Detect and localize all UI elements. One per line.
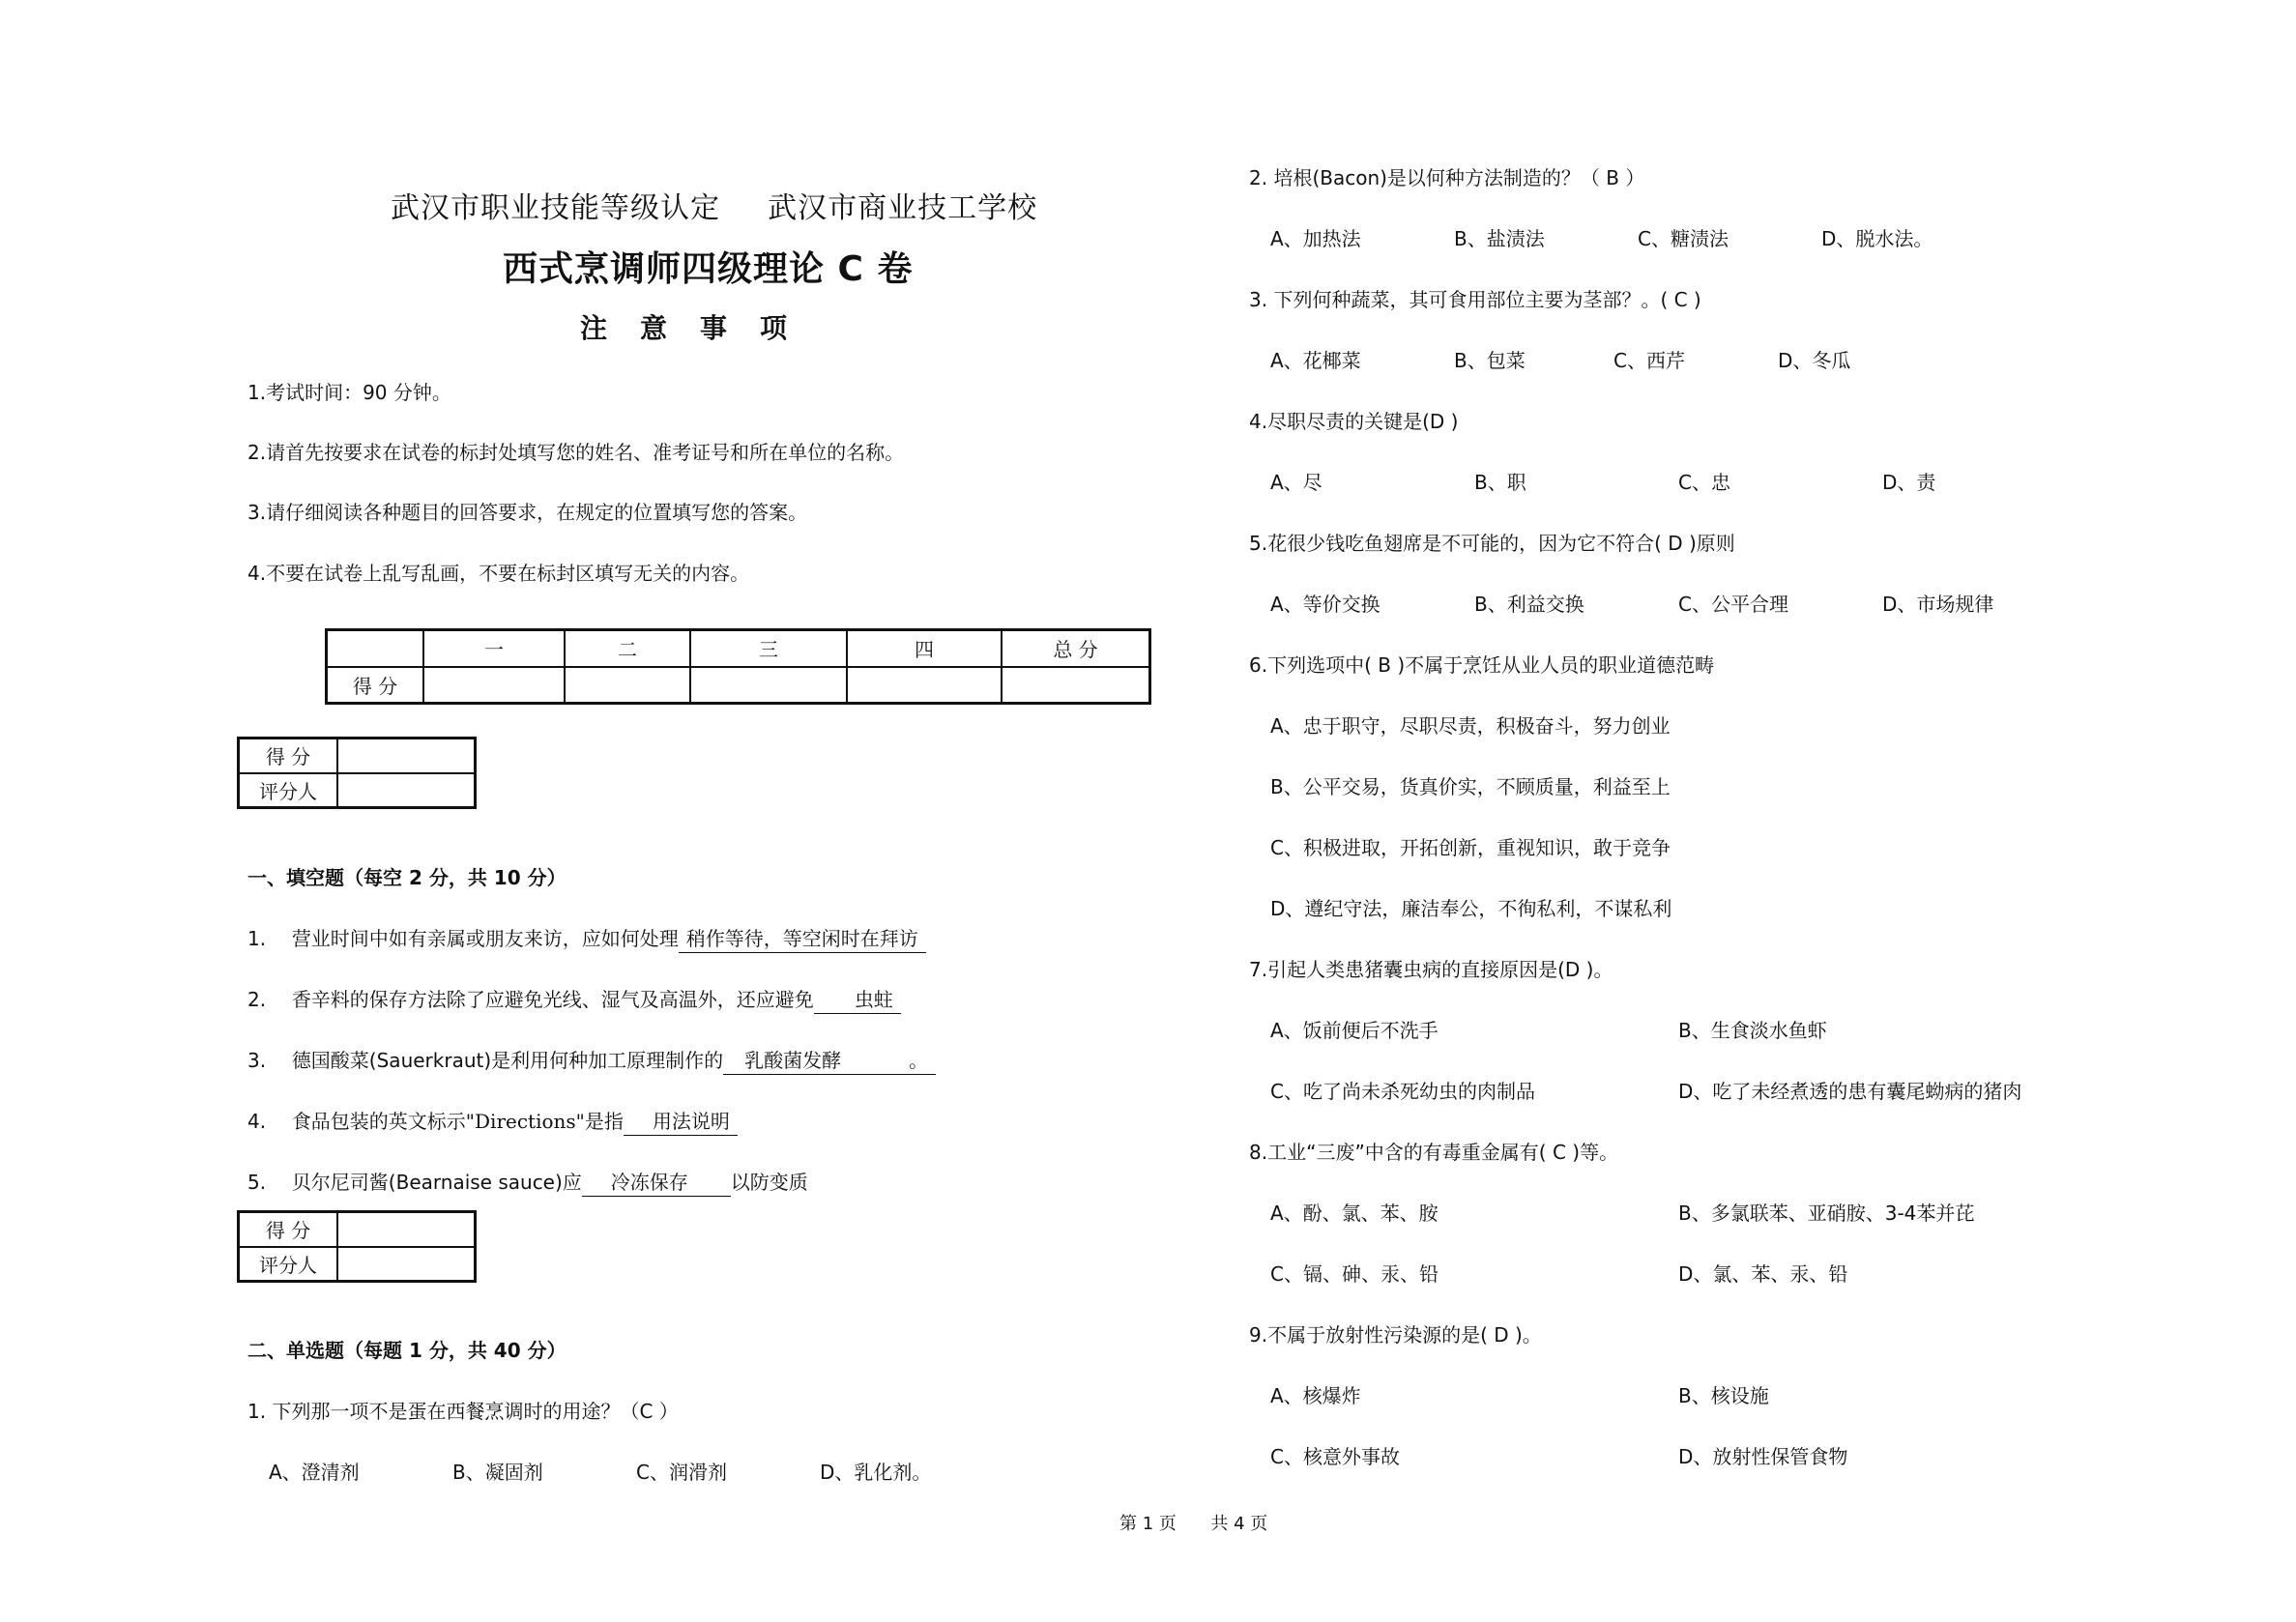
section2-title: 二、单选题（每题 1 分，共 40 分） <box>247 1339 567 1362</box>
fill-item-answer[interactable]: 用法说明 <box>624 1106 738 1136</box>
option[interactable]: C、润滑剂 <box>636 1461 727 1484</box>
option[interactable]: C、公平合理 <box>1678 593 1788 616</box>
page-title: 西式烹调师四级理论 C 卷 <box>503 249 914 289</box>
option[interactable]: A、花椰菜 <box>1270 349 1361 372</box>
grader-score-label: 得 分 <box>239 1212 338 1247</box>
grader-score-cell[interactable] <box>337 1212 476 1247</box>
fill-item-text: 贝尔尼司酱(Bearnaise sauce)应 <box>291 1171 582 1194</box>
option[interactable]: B、盐渍法 <box>1454 227 1545 250</box>
question-text: 7.引起人类患猪囊虫病的直接原因是(D )。 <box>1249 958 1613 981</box>
fill-item <box>247 1167 808 1197</box>
option[interactable]: D、放射性保管食物 <box>1678 1445 1848 1468</box>
option[interactable]: C、吃了尚未杀死幼虫的肉制品 <box>1270 1080 1535 1103</box>
fill-item-text: 食品包装的英文标示"Directions"是指 <box>291 1110 624 1133</box>
fill-item <box>247 1106 738 1136</box>
page-total: 共 4 页 <box>1210 1514 1268 1534</box>
page-number: 第 1 页 <box>1119 1514 1177 1534</box>
option[interactable]: D、责 <box>1882 471 1936 494</box>
fill-item-answer[interactable]: 乳酸菌发酵 。 <box>723 1045 936 1075</box>
fill-item <box>247 984 901 1014</box>
score-table-header: 三 <box>690 630 847 667</box>
option[interactable]: B、核设施 <box>1678 1384 1769 1407</box>
score-table-header: 一 <box>423 630 565 667</box>
score-table-header: 二 <box>565 630 690 667</box>
question-text: 8.工业“三废”中含的有毒重金属有( C )等。 <box>1249 1141 1619 1164</box>
option[interactable]: D、脱水法。 <box>1821 227 1933 250</box>
option[interactable]: B、公平交易，货真价实，不顾质量，利益至上 <box>1270 775 1671 798</box>
option[interactable]: C、西芹 <box>1613 349 1685 372</box>
option[interactable]: A、加热法 <box>1270 227 1361 250</box>
section1-title: 一、填空题（每空 2 分，共 10 分） <box>247 866 567 889</box>
option[interactable]: A、核爆炸 <box>1270 1384 1361 1407</box>
option[interactable]: A、尽 <box>1270 471 1322 494</box>
option[interactable]: D、冬瓜 <box>1778 349 1851 372</box>
fill-item-text: 香辛料的保存方法除了应避免光线、湿气及高温外，还应避免 <box>291 988 814 1011</box>
option[interactable]: B、凝固剂 <box>452 1461 543 1484</box>
question-text: 2. 培根(Bacon)是以何种方法制造的？（ B ） <box>1249 166 1645 189</box>
option[interactable]: B、包菜 <box>1454 349 1526 372</box>
score-table-row-label: 得 分 <box>327 667 424 704</box>
fill-item-answer[interactable]: 稍作等待，等空闲时在拜访 <box>679 923 926 953</box>
score-table <box>325 628 1151 705</box>
question-text: 6.下列选项中( B )不属于烹饪从业人员的职业道德范畴 <box>1249 653 1715 677</box>
fill-item <box>247 923 926 953</box>
grader-name-label: 评分人 <box>239 773 338 808</box>
option[interactable]: A、忠于职守，尽职尽责，积极奋斗，努力创业 <box>1270 714 1671 738</box>
notice-title: 注意事项 <box>580 312 821 344</box>
fill-item-number: 1. <box>247 927 267 950</box>
question-text: 1. 下列那一项不是蛋在西餐烹调时的用途？（C ） <box>247 1400 679 1423</box>
option[interactable]: B、多氯联苯、亚硝胺、3-4苯并芘 <box>1678 1202 1975 1225</box>
option[interactable]: C、积极进取，开拓创新，重视知识，敢于竞争 <box>1270 836 1671 859</box>
option[interactable]: A、酚、氯、苯、胺 <box>1270 1202 1439 1225</box>
grader-name-label: 评分人 <box>239 1247 338 1282</box>
grader-score-label: 得 分 <box>239 739 338 773</box>
option[interactable]: B、职 <box>1474 471 1526 494</box>
fill-item-answer[interactable]: 冷冻保存 <box>582 1167 731 1197</box>
option[interactable]: D、市场规律 <box>1882 593 1994 616</box>
score-table-header: 四 <box>847 630 1002 667</box>
fill-item-text: 以防变质 <box>730 1171 808 1194</box>
question-text: 9.不属于放射性污染源的是( D )。 <box>1249 1323 1542 1347</box>
question-text: 4.尽职尽责的关键是(D ) <box>1249 410 1459 433</box>
header-authority: 武汉市职业技能等级认定 <box>391 191 720 225</box>
fill-item-number: 3. <box>247 1049 267 1072</box>
score-cell[interactable] <box>690 667 847 704</box>
grader-score-cell[interactable] <box>337 739 476 773</box>
option[interactable]: C、核意外事故 <box>1270 1445 1400 1468</box>
option[interactable]: A、等价交换 <box>1270 593 1381 616</box>
score-cell[interactable] <box>565 667 690 704</box>
option[interactable]: A、饭前便后不洗手 <box>1270 1019 1439 1042</box>
grader-name-cell[interactable] <box>337 1247 476 1282</box>
notice-item: 2.请首先按要求在试卷的标封处填写您的姓名、准考证号和所在单位的名称。 <box>247 441 905 464</box>
fill-item-number: 5. <box>247 1171 267 1194</box>
grader-box <box>237 1210 477 1283</box>
score-cell-total[interactable] <box>1002 667 1150 704</box>
grader-name-cell[interactable] <box>337 773 476 808</box>
score-table-corner <box>327 630 424 667</box>
question-text: 5.花很少钱吃鱼翅席是不可能的，因为它不符合( D )原则 <box>1249 532 1735 555</box>
fill-item-number: 2. <box>247 988 267 1011</box>
notice-item: 3.请仔细阅读各种题目的回答要求，在规定的位置填写您的答案。 <box>247 501 808 524</box>
score-cell[interactable] <box>423 667 565 704</box>
fill-item <box>247 1045 936 1075</box>
option[interactable]: D、乳化剂。 <box>820 1461 932 1484</box>
fill-item-number: 4. <box>247 1110 267 1133</box>
notice-item: 4.不要在试卷上乱写乱画，不要在标封区填写无关的内容。 <box>247 562 750 585</box>
header-school: 武汉市商业技工学校 <box>768 191 1038 225</box>
option[interactable]: C、镉、砷、汞、铅 <box>1270 1262 1439 1286</box>
fill-item-answer[interactable]: 虫蛀 <box>814 984 901 1014</box>
option[interactable]: D、吃了未经煮透的患有囊尾蚴病的猪肉 <box>1678 1080 2022 1103</box>
question-text: 3. 下列何种蔬菜，其可食用部位主要为茎部？。( C ) <box>1249 288 1701 311</box>
grader-box <box>237 737 477 809</box>
header-line <box>391 184 1037 226</box>
page-footer <box>1119 1510 1267 1535</box>
option[interactable]: D、遵纪守法，廉洁奉公，不徇私利，不谋私利 <box>1270 897 1672 920</box>
option[interactable]: C、糖渍法 <box>1638 227 1729 250</box>
option[interactable]: D、氯、苯、汞、铅 <box>1678 1262 1848 1286</box>
option[interactable]: B、利益交换 <box>1474 593 1584 616</box>
option[interactable]: A、澄清剂 <box>269 1461 360 1484</box>
fill-item-text: 德国酸菜(Sauerkraut)是利用何种加工原理制作的 <box>291 1049 724 1072</box>
fill-item-text: 营业时间中如有亲属或朋友来访，应如何处理 <box>291 927 679 950</box>
option[interactable]: C、忠 <box>1678 471 1730 494</box>
score-cell[interactable] <box>847 667 1002 704</box>
notice-item: 1.考试时间：90 分钟。 <box>247 381 451 404</box>
score-table-header-total: 总 分 <box>1002 630 1150 667</box>
option[interactable]: B、生食淡水鱼虾 <box>1678 1019 1827 1042</box>
